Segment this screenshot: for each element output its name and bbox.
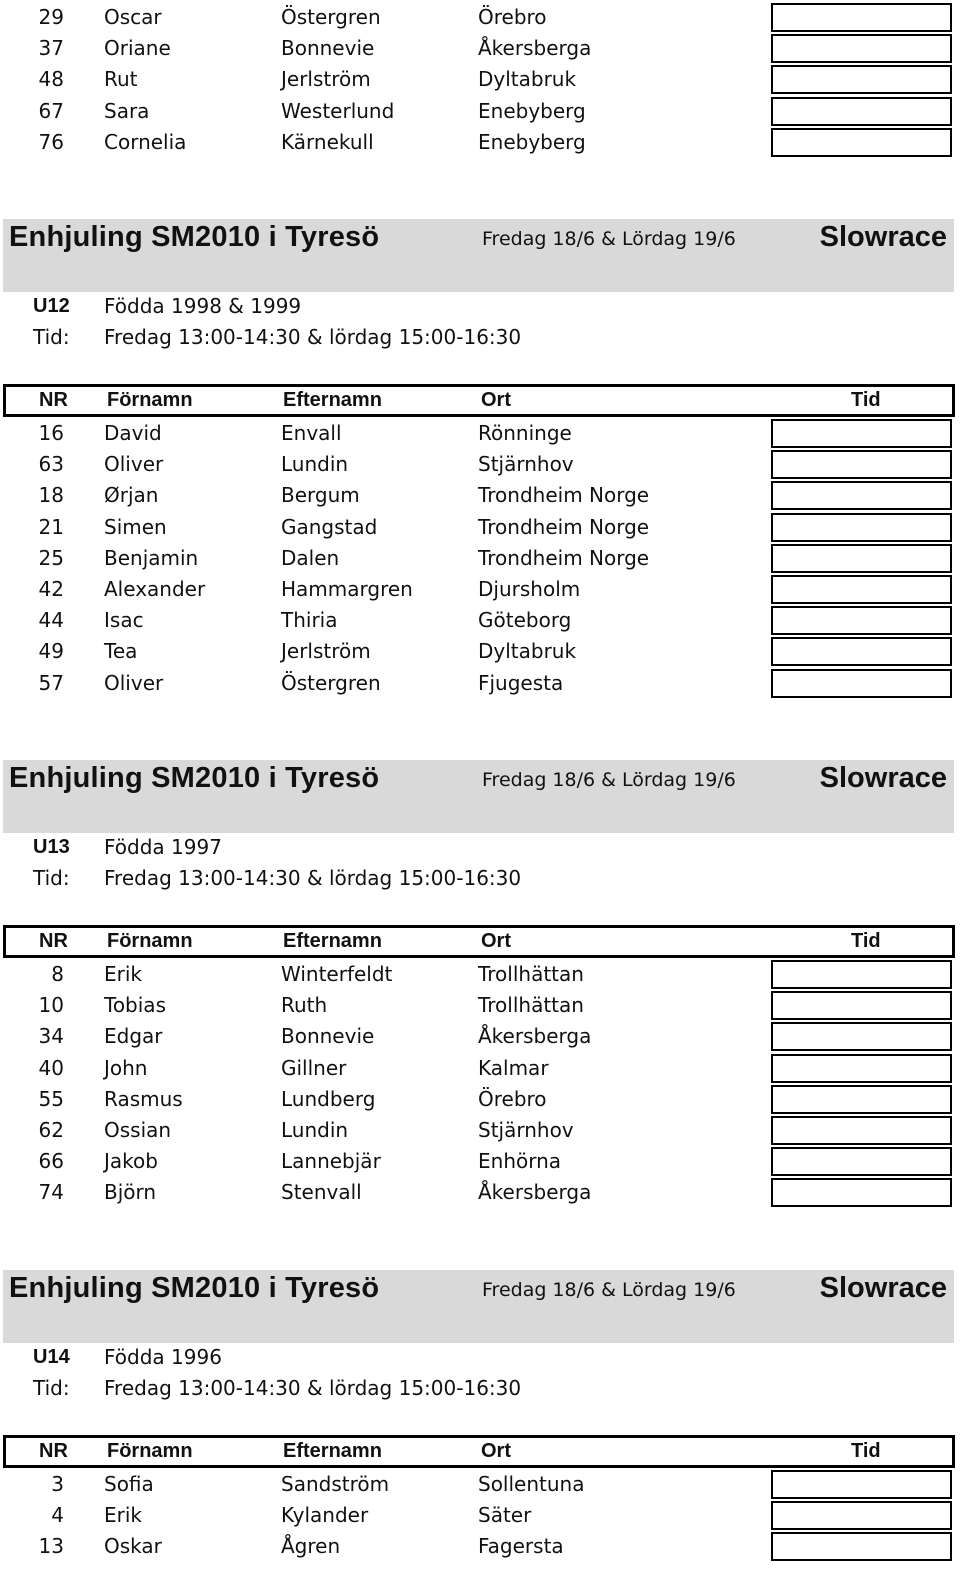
column-header-city: Ort xyxy=(481,389,511,411)
entry-number: 74 xyxy=(38,1180,64,1205)
entry-last-name: Bergum xyxy=(281,483,360,508)
entry-first-name: Rasmus xyxy=(104,1086,183,1111)
time-entry-box[interactable] xyxy=(771,97,952,126)
entry-city: Säter xyxy=(478,1503,532,1528)
entry-row xyxy=(0,512,960,543)
entry-city: Fjugesta xyxy=(478,670,564,695)
entry-first-name: Sofia xyxy=(104,1472,154,1496)
time-entry-box[interactable] xyxy=(771,606,952,635)
event-title: Enhjuling SM2010 i Tyresö xyxy=(9,1272,380,1304)
entry-row xyxy=(0,64,960,95)
entry-first-name: Rut xyxy=(104,67,138,92)
entry-city: Örebro xyxy=(478,5,547,29)
column-header-city: Ort xyxy=(481,930,511,952)
schedule-info xyxy=(0,322,960,353)
entry-last-name: Stenvall xyxy=(281,1180,362,1205)
entry-first-name: Oscar xyxy=(104,5,162,29)
column-header-city: Ort xyxy=(481,1440,511,1462)
column-header-last-name: Efternamn xyxy=(283,930,382,952)
time-entry-box[interactable] xyxy=(771,1147,952,1176)
entry-first-name: Tea xyxy=(104,639,138,664)
time-entry-box[interactable] xyxy=(771,1532,952,1561)
entry-row xyxy=(0,449,960,480)
time-entry-box[interactable] xyxy=(771,1470,952,1499)
entry-number: 13 xyxy=(38,1534,64,1559)
class-info xyxy=(0,1342,960,1373)
event-title: Enhjuling SM2010 i Tyresö xyxy=(9,221,380,253)
entry-last-name: Jerlström xyxy=(281,67,371,92)
time-entry-box[interactable] xyxy=(771,34,952,63)
event-dates: Fredag 18/6 & Lördag 19/6 xyxy=(482,769,736,791)
entry-row xyxy=(0,1053,960,1084)
table-header xyxy=(3,384,955,417)
schedule-value: Fredag 13:00-14:30 & lördag 15:00-16:30 xyxy=(104,325,522,350)
class-info xyxy=(0,291,960,322)
time-entry-box[interactable] xyxy=(771,1116,952,1145)
time-entry-box[interactable] xyxy=(771,481,952,510)
entry-number: 63 xyxy=(38,452,64,477)
entry-last-name: Thiria xyxy=(281,608,338,633)
entry-row xyxy=(0,1177,960,1208)
entry-number: 29 xyxy=(38,5,64,29)
discipline-label: Slowrace xyxy=(819,221,947,253)
entry-first-name: Björn xyxy=(104,1180,157,1205)
entry-row xyxy=(0,480,960,511)
event-banner xyxy=(3,760,954,833)
entry-row xyxy=(0,1146,960,1177)
entry-city: Örebro xyxy=(478,1086,547,1111)
column-header-nr: NR xyxy=(39,1440,68,1462)
entry-city: Fagersta xyxy=(478,1534,564,1559)
time-entry-box[interactable] xyxy=(771,544,952,573)
entry-row xyxy=(0,2,960,33)
schedule-label: Tid: xyxy=(33,1376,70,1401)
time-entry-box[interactable] xyxy=(771,513,952,542)
table-header xyxy=(3,1435,955,1468)
entry-last-name: Hammargren xyxy=(281,577,413,601)
class-birth-years: Födda 1996 xyxy=(104,1345,222,1369)
column-header-last-name: Efternamn xyxy=(283,389,382,411)
event-banner xyxy=(3,1270,954,1343)
schedule-label: Tid: xyxy=(33,866,70,891)
entry-row xyxy=(0,1084,960,1115)
entry-first-name: John xyxy=(104,1055,148,1080)
entry-row xyxy=(0,959,960,990)
table-header xyxy=(3,925,955,958)
entry-row xyxy=(0,636,960,667)
entry-last-name: Ågren xyxy=(281,1534,341,1559)
entry-first-name: Isac xyxy=(104,608,144,633)
column-header-nr: NR xyxy=(39,930,68,952)
column-header-first-name: Förnamn xyxy=(107,930,193,952)
entry-first-name: Benjamin xyxy=(104,545,199,570)
column-header-first-name: Förnamn xyxy=(107,1440,193,1462)
column-header-nr: NR xyxy=(39,389,68,411)
entry-number: 37 xyxy=(38,36,64,61)
entry-city: Djursholm xyxy=(478,577,581,601)
entry-city: Trondheim Norge xyxy=(478,514,650,539)
entry-city: Åkersberga xyxy=(478,36,592,61)
entry-city: Trollhättan xyxy=(478,993,584,1018)
entry-first-name: Oskar xyxy=(104,1534,162,1559)
event-banner xyxy=(3,219,954,292)
entry-first-name: Ossian xyxy=(104,1118,172,1142)
class-code: U12 xyxy=(33,295,70,317)
entry-number: 42 xyxy=(38,577,64,601)
time-entry-box[interactable] xyxy=(771,65,952,94)
entry-number: 44 xyxy=(38,608,64,633)
entry-last-name: Östergren xyxy=(281,5,381,29)
entry-row xyxy=(0,1021,960,1052)
entry-last-name: Gangstad xyxy=(281,514,378,539)
entry-city: Dyltabruk xyxy=(478,67,577,92)
entry-city: Sollentuna xyxy=(478,1472,585,1496)
entry-last-name: Bonnevie xyxy=(281,1024,375,1049)
column-header-time: Tid xyxy=(851,1440,881,1462)
entry-row xyxy=(0,990,960,1021)
entry-number: 8 xyxy=(51,962,64,986)
schedule-info xyxy=(0,863,960,894)
entry-number: 48 xyxy=(38,67,64,92)
entry-row xyxy=(0,574,960,605)
entry-number: 3 xyxy=(51,1472,64,1496)
entry-number: 62 xyxy=(38,1118,64,1142)
entry-first-name: Erik xyxy=(104,1503,142,1528)
entry-last-name: Sandström xyxy=(281,1472,390,1496)
entry-number: 4 xyxy=(51,1503,64,1528)
schedule-value: Fredag 13:00-14:30 & lördag 15:00-16:30 xyxy=(104,1376,522,1401)
entry-first-name: Tobias xyxy=(104,993,166,1018)
entry-first-name: Oliver xyxy=(104,670,164,695)
entry-row xyxy=(0,1531,960,1562)
time-entry-box[interactable] xyxy=(771,669,952,698)
entry-city: Trondheim Norge xyxy=(478,483,650,508)
column-header-last-name: Efternamn xyxy=(283,1440,382,1462)
entry-number: 25 xyxy=(38,545,64,570)
entry-last-name: Jerlström xyxy=(281,639,371,664)
entry-number: 76 xyxy=(38,129,64,154)
entry-row xyxy=(0,96,960,127)
entry-row xyxy=(0,668,960,699)
event-dates: Fredag 18/6 & Lördag 19/6 xyxy=(482,1279,736,1301)
entry-row xyxy=(0,1469,960,1500)
entry-city: Stjärnhov xyxy=(478,452,574,477)
entry-first-name: Edgar xyxy=(104,1024,163,1049)
entry-row xyxy=(0,1115,960,1146)
entry-row xyxy=(0,33,960,64)
entry-number: 67 xyxy=(38,98,64,123)
entry-city: Stjärnhov xyxy=(478,1118,574,1142)
entry-first-name: Jakob xyxy=(104,1149,158,1174)
entry-last-name: Winterfeldt xyxy=(281,962,393,986)
entry-city: Åkersberga xyxy=(478,1180,592,1205)
event-title: Enhjuling SM2010 i Tyresö xyxy=(9,762,380,794)
time-entry-box[interactable] xyxy=(771,1178,952,1207)
entry-number: 57 xyxy=(38,670,64,695)
time-entry-box[interactable] xyxy=(771,1085,952,1114)
schedule-value: Fredag 13:00-14:30 & lördag 15:00-16:30 xyxy=(104,866,522,891)
time-entry-box[interactable] xyxy=(771,1054,952,1083)
class-code: U14 xyxy=(33,1346,70,1368)
entry-last-name: Lundin xyxy=(281,452,349,477)
entry-city: Dyltabruk xyxy=(478,639,577,664)
entry-first-name: Sara xyxy=(104,98,150,123)
time-entry-box[interactable] xyxy=(771,450,952,479)
column-header-time: Tid xyxy=(851,930,881,952)
time-entry-box[interactable] xyxy=(771,575,952,604)
entry-number: 40 xyxy=(38,1055,64,1080)
event-dates: Fredag 18/6 & Lördag 19/6 xyxy=(482,228,736,250)
entry-number: 18 xyxy=(38,483,64,508)
time-entry-box[interactable] xyxy=(771,3,952,32)
entry-first-name: Simen xyxy=(104,514,167,539)
entry-city: Trondheim Norge xyxy=(478,545,650,570)
entry-first-name: Erik xyxy=(104,962,142,986)
class-birth-years: Födda 1998 & 1999 xyxy=(104,294,302,318)
entry-number: 10 xyxy=(38,993,64,1018)
entry-number: 55 xyxy=(38,1086,64,1111)
entry-number: 66 xyxy=(38,1149,64,1174)
entry-row xyxy=(0,127,960,158)
entry-last-name: Envall xyxy=(281,421,342,445)
discipline-label: Slowrace xyxy=(819,762,947,794)
time-entry-box[interactable] xyxy=(771,991,952,1020)
class-birth-years: Födda 1997 xyxy=(104,835,222,859)
entry-city: Kalmar xyxy=(478,1055,549,1080)
entry-city: Rönninge xyxy=(478,421,572,445)
entry-last-name: Kylander xyxy=(281,1503,369,1528)
entry-row xyxy=(0,418,960,449)
class-code: U13 xyxy=(33,836,70,858)
entry-last-name: Östergren xyxy=(281,670,381,695)
entry-city: Enebyberg xyxy=(478,129,586,154)
entry-city: Enebyberg xyxy=(478,98,586,123)
entry-city: Göteborg xyxy=(478,608,572,633)
entry-first-name: David xyxy=(104,421,162,445)
time-entry-box[interactable] xyxy=(771,1022,952,1051)
entry-row xyxy=(0,605,960,636)
entry-number: 16 xyxy=(38,421,64,445)
entry-number: 34 xyxy=(38,1024,64,1049)
entry-first-name: Oliver xyxy=(104,452,164,477)
time-entry-box[interactable] xyxy=(771,1501,952,1530)
class-info xyxy=(0,832,960,863)
time-entry-box[interactable] xyxy=(771,960,952,989)
entry-last-name: Lundin xyxy=(281,1118,349,1142)
column-header-time: Tid xyxy=(851,389,881,411)
time-entry-box[interactable] xyxy=(771,128,952,157)
entry-first-name: Alexander xyxy=(104,577,206,601)
schedule-info xyxy=(0,1373,960,1404)
schedule-label: Tid: xyxy=(33,325,70,350)
time-entry-box[interactable] xyxy=(771,419,952,448)
entry-first-name: Cornelia xyxy=(104,129,187,154)
entry-last-name: Bonnevie xyxy=(281,36,375,61)
discipline-label: Slowrace xyxy=(819,1272,947,1304)
entry-city: Trollhättan xyxy=(478,962,584,986)
entry-row xyxy=(0,543,960,574)
entry-last-name: Gillner xyxy=(281,1055,347,1080)
entry-first-name: Ørjan xyxy=(104,483,159,508)
entry-row xyxy=(0,1500,960,1531)
entry-last-name: Westerlund xyxy=(281,98,395,123)
entry-number: 21 xyxy=(38,514,64,539)
entry-last-name: Lundberg xyxy=(281,1086,376,1111)
entry-last-name: Kärnekull xyxy=(281,129,374,154)
entry-first-name: Oriane xyxy=(104,36,171,61)
entry-last-name: Lannebjär xyxy=(281,1149,381,1174)
entry-number: 49 xyxy=(38,639,64,664)
entry-last-name: Ruth xyxy=(281,993,328,1018)
column-header-first-name: Förnamn xyxy=(107,389,193,411)
time-entry-box[interactable] xyxy=(771,637,952,666)
entry-city: Åkersberga xyxy=(478,1024,592,1049)
entry-city: Enhörna xyxy=(478,1149,562,1174)
entry-last-name: Dalen xyxy=(281,545,340,570)
